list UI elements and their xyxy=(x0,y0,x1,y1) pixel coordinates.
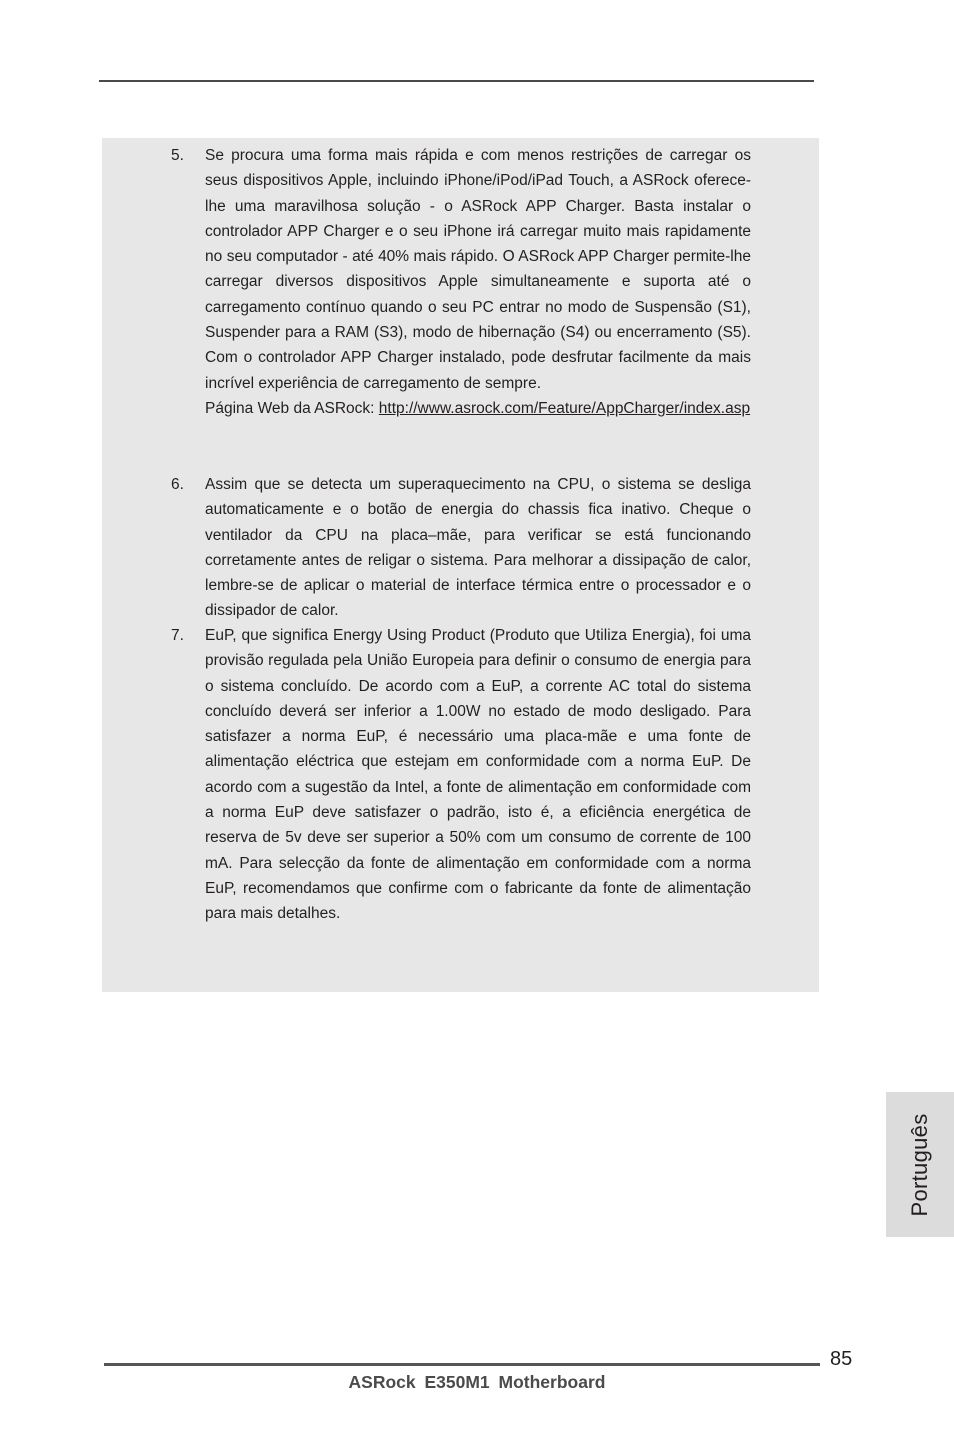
header-rule xyxy=(99,80,814,82)
web-reference xyxy=(205,396,751,421)
item-body xyxy=(205,472,751,624)
item-text: Se procura uma forma mais rápida e com menos restrições de carregar os seus dispositivos Apple, incluindo iPhone/iPod/iPad Touch, a ASRock oferece-lhe uma maravilhosa solução - o ASRock APP Charger. Basta instalar o controlador APP Charger e o seu iPhone irá carregar muito mais rapidamente no seu computador - até 40% mais rápido. O ASRock APP Charger permite-lhe carregar diversos dispositivos Apple simultaneamente e suporta até o carregamento contínuo quando o seu PC entrar no modo de Suspensão (S1), Suspender para a RAM (S3), modo de hibernação (S4) ou encerramento (S5). Com o controlador APP Charger instalado, pode desfrutar facilmente da mais incrível experiência de carregamento de sempre. xyxy=(205,147,751,392)
list-item-6 xyxy=(171,472,753,624)
item-number: 6. xyxy=(171,476,184,493)
list-item-7 xyxy=(171,623,753,927)
item-text: Assim que se detecta um superaquecimento na CPU, o sistema se desliga automaticamente e o botão de energia do chassis fica inativo. Cheque o ventilador da CPU na placa–mãe, para verificar se está funcionando corretamente antes de religar o sistema. Para melhorar a dissipação de calor, lembre-se de aplicar o material de interface térmica entre o processador e o dissipador de calor. xyxy=(205,476,751,620)
app-charger-link[interactable]: http://www.asrock.com/Feature/AppCharger/index.asp xyxy=(378,399,751,417)
item-body xyxy=(205,623,751,927)
list-item-5 xyxy=(171,143,753,421)
footer-title: ASRock E350M1 Motherboard xyxy=(348,1372,606,1392)
language-tab-label: Português xyxy=(907,1113,932,1216)
item-number: 7. xyxy=(171,627,184,644)
web-label: Página Web da ASRock: xyxy=(205,399,375,417)
footer-rule xyxy=(104,1363,820,1366)
item-text: EuP, que significa Energy Using Product (Produto que Utiliza Energia), foi uma provisão regulada pela União Europeia para definir o consumo de energia para o sistema concluído. De acordo com a EuP, a corrente AC total do sistema concluído deverá ser inferior a 1.00W no estado de modo desligado. Para satisfazer a norma EuP, é necessário uma placa-mãe e uma fonte de alimentação eléctrica que estejam em conformidade com a norma EuP. De acordo com a sugestão da Intel, a fonte de alimentação em conformidade com a norma EuP deve satisfazer o padrão, isto é, a eficiência energética de reserva de 5v deve ser superior a 50% com um consumo de corrente de 100 mA. Para selecção da fonte de alimentação em conformidade com a norma EuP, recomendamos que confirme com o fabricante da fonte de alimentação para mais detalhes. xyxy=(205,627,751,923)
item-number: 5. xyxy=(171,147,184,164)
page-number: 85 xyxy=(830,1348,853,1370)
item-body xyxy=(205,143,751,421)
language-tab xyxy=(886,1092,954,1237)
